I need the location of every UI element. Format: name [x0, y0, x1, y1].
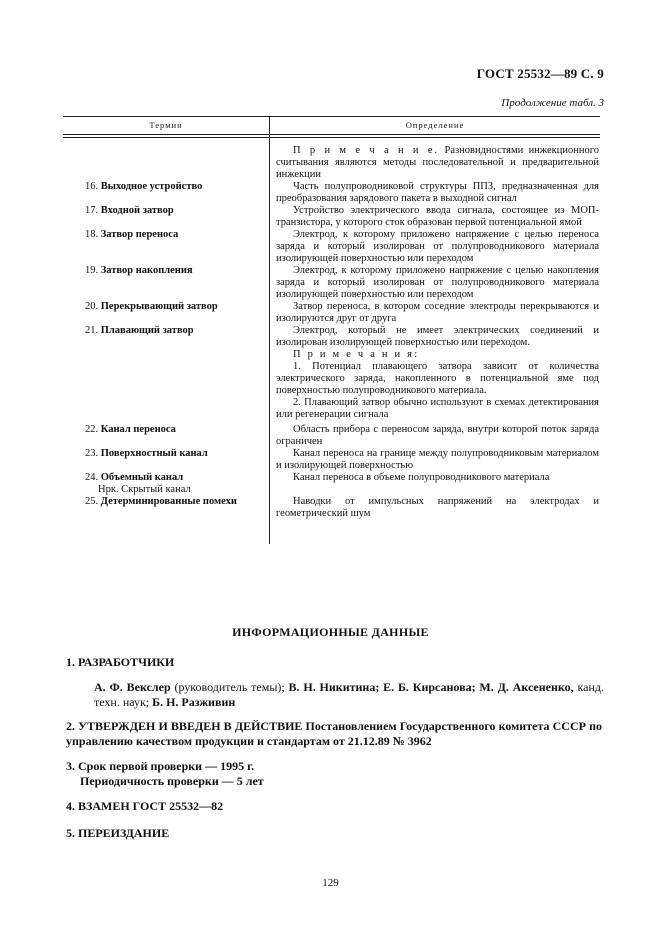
term-number: 16. [85, 181, 99, 192]
term-23 [85, 448, 208, 460]
table-header-rule-double [63, 137, 600, 138]
term-24-alias: Нрк. Скрытый канал [98, 484, 191, 495]
document-number: ГОСТ 25532—89 С. 9 [476, 66, 604, 81]
author-degree: канд. техн. наук; [94, 680, 605, 709]
section-reissue: 5. ПЕРЕИЗДАНИЕ [66, 826, 170, 840]
section-review-period: Периодичность проверки — 5 лет [80, 774, 264, 788]
column-header-definition: Определение [405, 120, 465, 130]
term-number: 20. [85, 301, 99, 312]
table-column-divider [269, 116, 270, 544]
section-developers-title: 1. РАЗРАБОТЧИКИ [66, 655, 175, 669]
developers-list [94, 680, 604, 710]
term-number: 24. [85, 472, 99, 483]
term-21 [85, 325, 194, 337]
table-header-rule [63, 134, 600, 135]
term-17 [85, 205, 174, 217]
term-number: 19. [85, 265, 99, 276]
definition-19 [276, 265, 599, 301]
definition-20 [276, 301, 599, 325]
definition-text: Наводки от импульсных напряжений на электродах и геометрический шум [276, 496, 599, 519]
term-20 [85, 301, 218, 313]
term-label: Выходное устройство [100, 181, 203, 192]
section-review-date: 3. Срок первой проверки — 1995 г. [66, 759, 255, 773]
notes-heading: П р и м е ч а н и я: [293, 349, 420, 360]
definition-16 [276, 181, 599, 205]
term-label: Детерминированные помехи [100, 496, 237, 507]
term-number: 18. [85, 229, 99, 240]
definition-text: Затвор переноса, в котором соседние электроды перекрываются и изолируются друг от друга [276, 301, 599, 324]
definition-text: Часть полупроводниковой структуры ППЗ, предназначенная для преобразования зарядового пакета в выходной сигнал [276, 181, 599, 204]
term-label: Поверхностный канал [100, 448, 208, 459]
term-label: Канал переноса [100, 424, 176, 435]
definition-24 [276, 472, 599, 484]
section-replaces: 4. ВЗАМЕН ГОСТ 25532—82 [66, 799, 224, 813]
definition-25 [276, 496, 599, 520]
term-16 [85, 181, 202, 193]
term-number: 21. [85, 325, 99, 336]
definition-text: Электрод, который не имеет электрических соединений и изолирован изолирующей поверхностью или переходом. [276, 325, 599, 348]
term-25 [85, 496, 237, 508]
note-item-2: 2. Плавающий затвор обычно используют в схемах детектирования или регенерации сигнала [276, 397, 599, 420]
term-label: Входной затвор [100, 205, 174, 216]
definition-text: Устройство электрического ввода сигнала, состоящее из МОП-транзистора, у которого сток образован первой потенциальной ямой [276, 205, 599, 228]
definition-21 [276, 325, 599, 421]
table-top-rule [63, 116, 600, 117]
table-note-top [276, 145, 599, 181]
term-24 [85, 472, 183, 484]
note-text: Разновидностями инжекционного считывания являются методы последовательной и предварительной инжекции [276, 145, 599, 180]
author-name: Б. Н. Разживин [152, 695, 236, 709]
note-item-1: 1. Потенциал плавающего затвора зависит от количества электрического заряда, накопленного в потенциальной яме под поверхностью полупроводникового материала. [276, 361, 599, 396]
term-label: Перекрывающий затвор [100, 301, 218, 312]
term-number: 25. [85, 496, 99, 507]
definition-text: Канал переноса на границе между полупроводниковым материалом и изолирующей поверхностью [276, 448, 599, 471]
definition-17 [276, 205, 599, 229]
page-number: 129 [322, 877, 339, 889]
author-names: В. Н. Никитина; Е. Б. Кирсанова; М. Д. Аксененко, [288, 680, 574, 694]
table-continuation-label: Продолжение табл. 3 [501, 97, 604, 109]
term-22 [85, 424, 176, 436]
term-19 [85, 265, 193, 277]
note-heading: П р и м е ч а н и е. [293, 145, 440, 156]
section-approved: 2. УТВЕРЖДЕН И ВВЕДЕН В ДЕЙСТВИЕ Постановлением Государственного комитета СССР по управлению качеством продукции и стандартам от 21.12.89 № 3962 [66, 719, 602, 748]
author-role: (руководитель темы); [170, 680, 289, 694]
definition-text: Электрод, к которому приложено напряжение с целью накопления заряда и который изолирован от полупроводникового материала изолирующей поверхностью или переходом [276, 265, 599, 300]
column-header-term: Термин [149, 120, 183, 130]
definition-text: Область прибора с переносом заряда, внутри которой поток заряда ограничен [276, 424, 599, 447]
term-number: 23. [85, 448, 99, 459]
definition-22 [276, 424, 599, 448]
term-label: Плавающий затвор [100, 325, 194, 336]
term-number: 22. [85, 424, 99, 435]
info-title: ИНФОРМАЦИОННЫЕ ДАННЫЕ [232, 625, 429, 639]
term-number: 17. [85, 205, 99, 216]
definition-text: Электрод, к которому приложено напряжение с целью переноса заряда и который изолирован от полупроводникового материала изолирующей поверхностью или переходом [276, 229, 599, 264]
definition-text: Канал переноса в объеме полупроводникового материала [293, 472, 550, 483]
definition-18 [276, 229, 599, 265]
term-18 [85, 229, 178, 241]
term-label: Объемный канал [100, 472, 184, 483]
term-label: Затвор накопления [100, 265, 193, 276]
author-name: А. Ф. Векслер [94, 680, 171, 694]
term-label: Затвор переноса [100, 229, 179, 240]
definition-23 [276, 448, 599, 472]
